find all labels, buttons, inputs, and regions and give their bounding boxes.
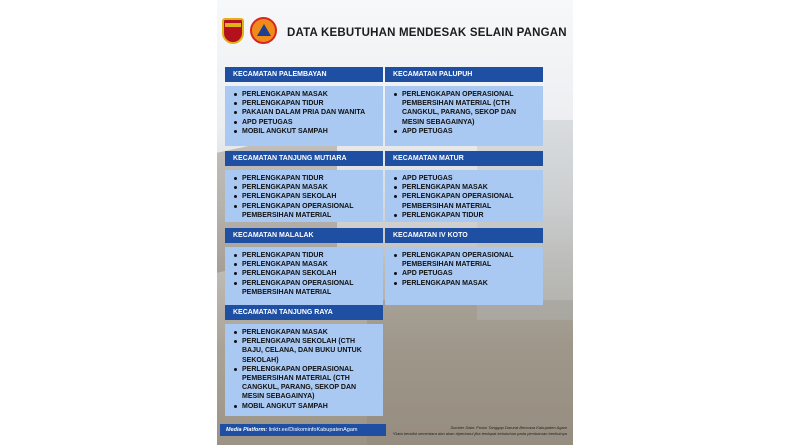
card-body [225,247,383,305]
list-item: PAKAIAN DALAM PRIA DAN WANITA [233,108,375,117]
card-title: KECAMATAN MALALAK [225,228,383,243]
media-platform-bar [220,424,386,436]
card-body [385,86,543,146]
list-item: PERLENGKAPAN MASAK [233,260,375,269]
kabupaten-agam-logo-icon [222,18,244,44]
list-item: PERLENGKAPAN TIDUR [233,251,375,260]
list-item: PERLENGKAPAN MASAK [233,183,375,192]
card-title: KECAMATAN PALEMBAYAN [225,67,383,82]
list-item: PERLENGKAPAN TIDUR [233,174,375,183]
list-item: PERLENGKAPAN OPERASIONAL PEMBERSIHAN MATERIAL [233,279,375,297]
card-tanjung-raya [225,305,383,416]
list-item: PERLENGKAPAN TIDUR [393,211,535,220]
list-item: APD PETUGAS [233,118,375,127]
list-item: PERLENGKAPAN OPERASIONAL PEMBERSIHAN MATERIAL [393,251,535,269]
list-item: PERLENGKAPAN OPERASIONAL PEMBERSIHAN MATERIAL [233,202,375,220]
background-debris-shape [367,300,573,445]
card-body [385,247,543,305]
card-iv-koto [385,228,543,305]
list-item: APD PETUGAS [393,174,535,183]
list-item: PERLENGKAPAN MASAK [393,183,535,192]
media-platform-label: Media Platform: [226,427,268,433]
card-palembayan [225,67,383,146]
card-matur [385,151,543,222]
card-title: KECAMATAN PALUPUH [385,67,543,82]
list-item: PERLENGKAPAN TIDUR [233,99,375,108]
list-item: PERLENGKAPAN MASAK [393,279,535,288]
list-item: PERLENGKAPAN MASAK [233,90,375,99]
list-item: PERLENGKAPAN SEKOLAH [233,192,375,201]
bnpb-logo-icon [250,17,277,44]
card-palupuh [385,67,543,146]
list-item: APD PETUGAS [393,127,535,136]
list-item: APD PETUGAS [393,269,535,278]
list-item: PERLENGKAPAN MASAK [233,328,375,337]
card-title: KECAMATAN IV KOTO [385,228,543,243]
card-title: KECAMATAN TANJUNG RAYA [225,305,383,320]
list-item: PERLENGKAPAN OPERASIONAL PEMBERSIHAN MATERIAL [393,192,535,210]
list-item: PERLENGKAPAN OPERASIONAL PEMBERSIHAN MATERIAL (CTH CANGKUL, PARANG, SEKOP DAN MESIN SEBAGAINYA) [233,365,375,402]
card-body [225,86,383,146]
source-note: Sumber Data: Posko Tanggap Darurat Bencana Kabupaten Agam [450,425,567,430]
card-title: KECAMATAN TANJUNG MUTIARA [225,151,383,166]
card-tanjung-mutiara [225,151,383,222]
card-body [225,324,383,416]
card-body [385,170,543,222]
list-item: MOBIL ANGKUT SAMPAH [233,402,375,411]
card-body [225,170,383,222]
card-title: KECAMATAN MATUR [385,151,543,166]
list-item: MOBIL ANGKUT SAMPAH [233,127,375,136]
list-item: PERLENGKAPAN SEKOLAH [233,269,375,278]
footer-notes [393,425,567,436]
page-title: DATA KEBUTUHAN MENDESAK SELAIN PANGAN [287,27,567,39]
list-item: PERLENGKAPAN SEKOLAH (CTH BAJU, CELANA, DAN BUKU UNTUK SEKOLAH) [233,337,375,365]
card-malalak [225,228,383,305]
disclaimer-note: *Data bersifat sementara dan akan diperbarui jika terdapat kebutuhan pada pembaruan berikutnya [392,430,567,436]
media-platform-link[interactable]: linktr.ee/DiskominfoKabupatenAgam [268,427,358,433]
poster [217,0,573,445]
list-item: PERLENGKAPAN OPERASIONAL PEMBERSIHAN MATERIAL (CTH CANGKUL, PARANG, SEKOP DAN MESIN SEBAGAINYA) [393,90,535,127]
